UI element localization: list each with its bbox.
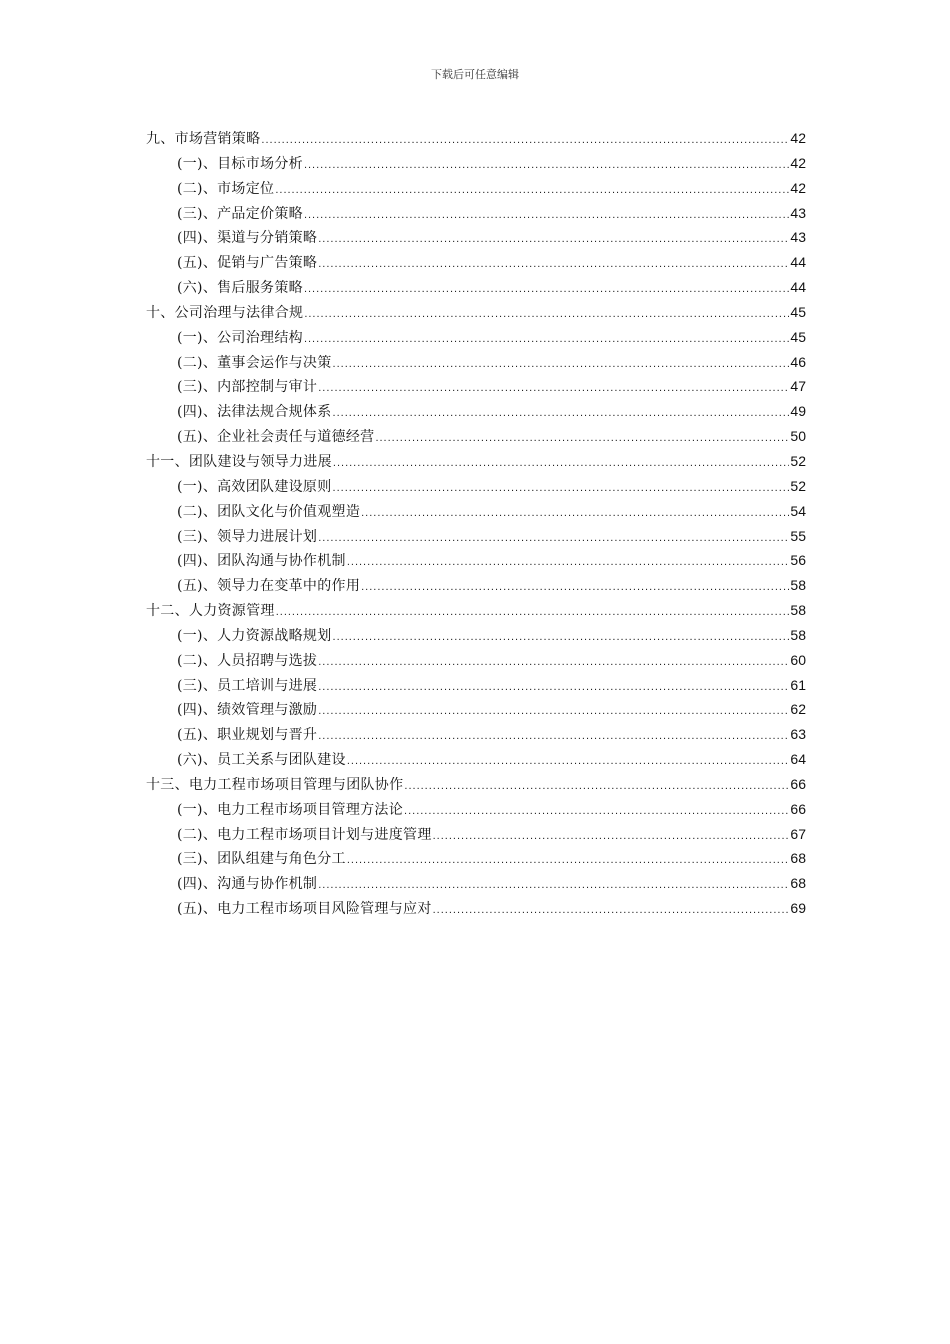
toc-entry-title: (三)、内部控制与审计 bbox=[177, 379, 318, 396]
toc-entry-title: (四)、法律法规合规体系 bbox=[177, 404, 332, 421]
toc-dot-leader bbox=[318, 252, 789, 277]
toc-entry-page: 42 bbox=[790, 179, 806, 196]
toc-dot-leader bbox=[433, 824, 790, 849]
toc-entry-page: 56 bbox=[790, 552, 806, 569]
toc-entry-page: 68 bbox=[790, 850, 806, 867]
toc-entry-title: (四)、绩效管理与激励 bbox=[177, 702, 318, 719]
toc-entry-title: 十一、团队建设与领导力进展 bbox=[146, 453, 332, 470]
toc-dot-leader bbox=[333, 451, 790, 476]
toc-entry-title: (二)、董事会运作与决策 bbox=[177, 354, 332, 371]
toc-entry-title: 十三、电力工程市场项目管理与团队协作 bbox=[146, 776, 404, 793]
toc-entry-page: 49 bbox=[790, 403, 806, 420]
toc-dot-leader bbox=[404, 799, 789, 824]
toc-entry-page: 60 bbox=[790, 651, 806, 668]
toc-entry[interactable] bbox=[146, 201, 806, 226]
toc-dot-leader bbox=[318, 650, 789, 675]
toc-dot-leader bbox=[318, 724, 789, 749]
toc-entry[interactable] bbox=[146, 822, 806, 847]
toc-entry[interactable] bbox=[146, 449, 806, 474]
toc-entry[interactable] bbox=[146, 424, 806, 449]
toc-entry-page: 52 bbox=[790, 452, 806, 469]
toc-entry-page: 47 bbox=[790, 378, 806, 395]
toc-entry-page: 42 bbox=[790, 154, 806, 171]
toc-entry-title: 十二、人力资源管理 bbox=[146, 603, 275, 620]
toc-entry-title: (四)、渠道与分销策略 bbox=[177, 230, 318, 247]
toc-entry-page: 67 bbox=[790, 825, 806, 842]
toc-entry-page: 54 bbox=[790, 502, 806, 519]
toc-dot-leader bbox=[318, 699, 789, 724]
toc-entry[interactable] bbox=[146, 275, 806, 300]
toc-entry-title: (二)、团队文化与价值观塑造 bbox=[177, 503, 361, 520]
toc-entry[interactable] bbox=[146, 300, 806, 325]
toc-entry-page: 43 bbox=[790, 229, 806, 246]
toc-entry-page: 66 bbox=[790, 775, 806, 792]
toc-entry[interactable] bbox=[146, 499, 806, 524]
toc-dot-leader bbox=[361, 575, 789, 600]
toc-entry-title: (六)、售后服务策略 bbox=[177, 280, 303, 297]
toc-dot-leader bbox=[304, 302, 789, 327]
toc-dot-leader bbox=[333, 352, 790, 377]
toc-dot-leader bbox=[347, 550, 790, 575]
toc-entry-title: (三)、领导力进展计划 bbox=[177, 528, 318, 545]
toc-entry[interactable] bbox=[146, 772, 806, 797]
toc-entry-title: (一)、高效团队建设原则 bbox=[177, 478, 332, 495]
toc-entry-page: 68 bbox=[790, 875, 806, 892]
toc-entry-title: (三)、团队组建与角色分工 bbox=[177, 851, 346, 868]
toc-entry[interactable] bbox=[146, 697, 806, 722]
toc-entry-title: (五)、电力工程市场项目风险管理与应对 bbox=[177, 901, 432, 918]
toc-entry[interactable] bbox=[146, 250, 806, 275]
toc-dot-leader bbox=[347, 848, 790, 873]
toc-entry[interactable] bbox=[146, 896, 806, 921]
toc-dot-leader bbox=[318, 526, 789, 551]
toc-entry-title: (一)、公司治理结构 bbox=[177, 329, 303, 346]
toc-entry[interactable] bbox=[146, 598, 806, 623]
toc-entry[interactable] bbox=[146, 399, 806, 424]
toc-entry-page: 64 bbox=[790, 751, 806, 768]
toc-entry-page: 58 bbox=[790, 577, 806, 594]
toc-entry-page: 58 bbox=[790, 602, 806, 619]
toc-entry-page: 58 bbox=[790, 626, 806, 643]
toc-entry-title: 十、公司治理与法律合规 bbox=[146, 304, 304, 321]
toc-dot-leader bbox=[333, 625, 790, 650]
toc-entry-title: (二)、市场定位 bbox=[177, 180, 275, 197]
toc-entry-title: (三)、产品定价策略 bbox=[177, 205, 303, 222]
toc-entry-title: (二)、电力工程市场项目计划与进度管理 bbox=[177, 826, 432, 843]
toc-dot-leader bbox=[318, 227, 789, 252]
table-of-contents bbox=[146, 126, 806, 921]
toc-entry-page: 45 bbox=[790, 303, 806, 320]
toc-entry-title: (三)、员工培训与进展 bbox=[177, 677, 318, 694]
toc-entry-title: (六)、员工关系与团队建设 bbox=[177, 752, 346, 769]
toc-entry-title: (五)、领导力在变革中的作用 bbox=[177, 578, 361, 595]
toc-entry-title: (二)、人员招聘与选拔 bbox=[177, 652, 318, 669]
toc-dot-leader bbox=[333, 476, 790, 501]
toc-dot-leader bbox=[361, 501, 789, 526]
toc-entry[interactable] bbox=[146, 524, 806, 549]
toc-entry-title: 九、市场营销策略 bbox=[146, 131, 261, 147]
toc-entry-page: 44 bbox=[790, 279, 806, 296]
toc-dot-leader bbox=[333, 401, 790, 426]
toc-entry-page: 66 bbox=[790, 800, 806, 817]
toc-entry-page: 61 bbox=[790, 676, 806, 693]
toc-entry[interactable] bbox=[146, 648, 806, 673]
toc-dot-leader bbox=[304, 277, 789, 302]
toc-entry-title: (一)、目标市场分析 bbox=[177, 155, 303, 172]
toc-entry[interactable] bbox=[146, 871, 806, 896]
toc-dot-leader bbox=[304, 203, 789, 228]
toc-entry-page: 63 bbox=[790, 726, 806, 743]
toc-entry[interactable] bbox=[146, 325, 806, 350]
toc-entry[interactable] bbox=[146, 623, 806, 648]
toc-entry-page: 43 bbox=[790, 204, 806, 221]
toc-entry-title: (五)、促销与广告策略 bbox=[177, 255, 318, 272]
toc-entry-title: (五)、职业规划与晋升 bbox=[177, 727, 318, 744]
toc-entry-page: 46 bbox=[790, 353, 806, 370]
toc-dot-leader bbox=[375, 426, 789, 451]
toc-dot-leader bbox=[318, 376, 789, 401]
toc-entry[interactable] bbox=[146, 673, 806, 698]
toc-entry-page: 62 bbox=[790, 701, 806, 718]
toc-entry-title: (一)、人力资源战略规划 bbox=[177, 627, 332, 644]
toc-entry-page: 55 bbox=[790, 527, 806, 544]
toc-entry-title: (四)、团队沟通与协作机制 bbox=[177, 553, 346, 570]
toc-dot-leader bbox=[347, 749, 790, 774]
toc-dot-leader bbox=[433, 898, 790, 923]
toc-entry[interactable] bbox=[146, 176, 806, 201]
toc-entry[interactable] bbox=[146, 225, 806, 250]
toc-entry[interactable] bbox=[146, 350, 806, 375]
toc-dot-leader bbox=[261, 128, 789, 153]
toc-dot-leader bbox=[404, 774, 789, 799]
page-header: 下载后可任意编辑 bbox=[431, 68, 519, 81]
toc-entry[interactable] bbox=[146, 548, 806, 573]
toc-entry[interactable] bbox=[146, 573, 806, 598]
toc-entry-title: (四)、沟通与协作机制 bbox=[177, 876, 318, 893]
toc-entry[interactable] bbox=[146, 846, 806, 871]
toc-entry[interactable] bbox=[146, 474, 806, 499]
toc-entry[interactable] bbox=[146, 722, 806, 747]
toc-entry-title: (五)、企业社会责任与道德经营 bbox=[177, 429, 375, 446]
toc-entry-page: 69 bbox=[790, 900, 806, 917]
toc-entry[interactable] bbox=[146, 797, 806, 822]
toc-dot-leader bbox=[304, 153, 789, 178]
toc-entry-title: (一)、电力工程市场项目管理方法论 bbox=[177, 801, 404, 818]
toc-entry-page: 44 bbox=[790, 254, 806, 271]
toc-dot-leader bbox=[276, 600, 790, 625]
toc-dot-leader bbox=[318, 675, 789, 700]
toc-dot-leader bbox=[318, 873, 789, 898]
toc-entry-page: 42 bbox=[790, 130, 806, 146]
toc-entry-page: 45 bbox=[790, 328, 806, 345]
toc-entry[interactable] bbox=[146, 126, 806, 151]
toc-entry-page: 52 bbox=[790, 477, 806, 494]
toc-entry[interactable] bbox=[146, 747, 806, 772]
toc-entry-page: 50 bbox=[790, 428, 806, 445]
toc-entry[interactable] bbox=[146, 151, 806, 176]
toc-entry[interactable] bbox=[146, 374, 806, 399]
toc-dot-leader bbox=[275, 178, 789, 203]
toc-dot-leader bbox=[304, 327, 789, 352]
